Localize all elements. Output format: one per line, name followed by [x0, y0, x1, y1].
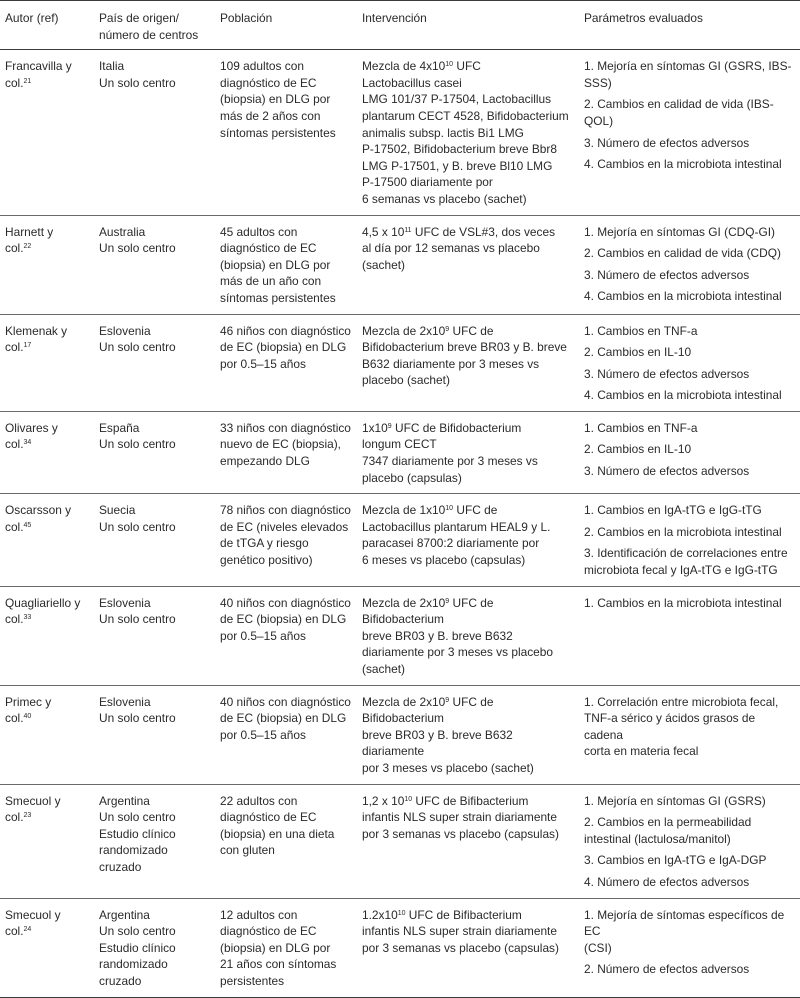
intervention-line: (sachet)	[362, 662, 405, 676]
population-line: (biopsia) en DLG por	[220, 92, 331, 107]
country-line: Eslovenia	[99, 595, 151, 610]
population-line: de EC (biopsia) en DLG	[220, 340, 347, 355]
header-population: Población	[215, 1, 357, 50]
parameter-line: 2. Cambios en la permeabilidad	[584, 815, 752, 830]
parameter-item	[584, 463, 794, 480]
author-line: col.	[5, 711, 24, 726]
country-line: Un solo centro	[99, 340, 176, 355]
exponent: 9	[445, 325, 450, 333]
table-row	[0, 50, 800, 215]
parameter-line: 4. Cambios en la microbiota intestinal	[584, 157, 782, 172]
cell-author	[0, 586, 94, 685]
parameter-line: 2. Cambios en la microbiota intestinal	[584, 524, 782, 539]
reference-number: 33	[23, 614, 32, 622]
parameter-line: 2. Cambios en calidad de vida (CDQ)	[584, 246, 781, 261]
intervention-line	[362, 694, 573, 727]
value-base: 1,2 x 10	[362, 793, 405, 808]
exponent: 9	[445, 597, 450, 605]
population-line: 21 años con síntomas	[220, 957, 337, 972]
parameter-line: 1. Mejoría en síntomas GI (GSRS, IBS-	[584, 59, 792, 74]
cell-intervention	[357, 314, 579, 411]
country-line: Argentina	[99, 793, 150, 808]
cell-country	[94, 685, 215, 784]
parameter-item	[584, 420, 794, 437]
reference-number: 21	[23, 77, 32, 85]
country-line: Un solo centro	[99, 924, 176, 939]
parameter-line: 1. Mejoría en síntomas GI (GSRS)	[584, 793, 766, 808]
parameter-item	[584, 96, 794, 129]
population-line: por 0.5–15 años	[220, 628, 306, 643]
cell-parameters	[579, 898, 800, 997]
country-line: Estudio clínico	[99, 826, 176, 841]
parameter-line: 2. Número de efectos adversos	[584, 962, 750, 977]
header-intervention: Intervención	[357, 1, 579, 50]
population-line: diagnóstico de EC	[220, 241, 317, 256]
table-row	[0, 411, 800, 493]
intervention-line	[362, 323, 573, 340]
population-line: 109 adultos con	[220, 59, 304, 74]
intervention-line: por 3 semanas vs placebo (capsulas)	[362, 826, 559, 841]
cell-parameters	[579, 784, 800, 898]
cell-intervention	[357, 898, 579, 997]
intervention-line: 7347 diariamente por 3 meses vs	[362, 454, 538, 469]
reference-number: 23	[23, 812, 32, 820]
intervention-line: Lactobacillus plantarum HEAL9 y L.	[362, 519, 551, 534]
parameter-line: 3. Número de efectos adversos	[584, 267, 750, 282]
parameter-item	[584, 852, 794, 869]
value-base: Mezcla de 4x10	[362, 59, 446, 74]
intervention-line: por 3 meses vs placebo (sachet)	[362, 760, 534, 775]
parameter-item	[584, 267, 794, 284]
country-line: Argentina	[99, 907, 150, 922]
parameter-line: 1. Cambios en IgA-tTG e IgG-tTG	[584, 503, 762, 518]
parameter-item	[584, 793, 794, 810]
country-line: Un solo centro	[99, 437, 176, 452]
cell-author	[0, 215, 94, 314]
population-line: de EC (biopsia) en DLG	[220, 612, 347, 627]
author-line: col.	[5, 75, 24, 90]
intervention-line: infantis NLS super strain diariamente	[362, 924, 557, 939]
population-line: síntomas persistentes	[220, 290, 336, 305]
value-rest: UFC de VSL#3, dos veces	[411, 224, 556, 239]
parameter-line: SSS)	[584, 75, 612, 90]
intervention-line: por 3 semanas vs placebo (capsulas)	[362, 940, 559, 955]
parameter-line: 1. Correlación entre microbiota fecal,	[584, 694, 779, 709]
population-line: diagnóstico de EC	[220, 75, 317, 90]
parameter-line: TNF-a sérico y ácidos grasos de cadena	[584, 711, 756, 742]
parameter-item	[584, 245, 794, 262]
parameter-line: 3. Cambios en IgA-tTG e IgA-DGP	[584, 853, 767, 868]
table-row	[0, 685, 800, 784]
parameter-item	[584, 387, 794, 404]
exponent: 10	[445, 505, 454, 513]
population-line: por 0.5–15 años	[220, 356, 306, 371]
country-line: Un solo centro	[99, 612, 176, 627]
parameter-line: 1. Cambios en la microbiota intestinal	[584, 595, 782, 610]
parameter-line: 2. Cambios en IL-10	[584, 442, 692, 457]
header-author: Autor (ref)	[0, 1, 94, 50]
exponent: 10	[404, 795, 413, 803]
parameter-line: 1. Mejoría en síntomas GI (CDQ-GI)	[584, 224, 775, 239]
exponent: 9	[445, 696, 450, 704]
cell-intervention	[357, 50, 579, 215]
intervention-line: P-17502, Bifidobacterium breve Bbr8	[362, 142, 557, 157]
intervention-line: placebo (capsulas)	[362, 470, 462, 485]
population-line: más de un año con	[220, 274, 322, 289]
population-line: persistentes	[220, 973, 285, 988]
parameter-line: 4. Número de efectos adversos	[584, 874, 750, 889]
cell-country	[94, 314, 215, 411]
parameter-item	[584, 366, 794, 383]
intervention-line: LMG 101/37 P-17504, Lactobacillus	[362, 92, 552, 107]
value-base: Mezcla de 2x10	[362, 595, 446, 610]
intervention-line: 6 meses vs placebo (capsulas)	[362, 553, 526, 568]
author-line: col.	[5, 612, 24, 627]
table-row	[0, 314, 800, 411]
intervention-line: 6 semanas vs placebo (sachet)	[362, 191, 527, 206]
reference-number: 40	[23, 713, 32, 721]
country-line: Un solo centro	[99, 241, 176, 256]
parameter-line: 3. Número de efectos adversos	[584, 135, 750, 150]
intervention-line: breve BR03 y B. breve B632	[362, 628, 513, 643]
cell-parameters	[579, 314, 800, 411]
value-rest: UFC de Bifidobacterium	[362, 595, 494, 627]
population-line: más de 2 años con	[220, 108, 321, 123]
header-country: País de origen/ número de centros	[94, 1, 215, 50]
country-line: Un solo centro	[99, 810, 176, 825]
cell-intervention	[357, 494, 579, 586]
population-line: de EC (biopsia) en DLG	[220, 711, 347, 726]
population-line: empezando DLG	[220, 454, 310, 469]
value-rest: UFC de	[449, 323, 494, 338]
population-line: 40 niños con diagnóstico	[220, 595, 351, 610]
parameter-item	[584, 694, 794, 760]
country-line: randomizado	[99, 843, 168, 858]
population-line: diagnóstico de EC	[220, 924, 317, 939]
population-line: (biopsia) en una dieta	[220, 826, 335, 841]
population-line: 22 adultos con	[220, 793, 298, 808]
intervention-line	[362, 58, 573, 75]
author-line: Primec y	[5, 694, 52, 709]
country-line: cruzado	[99, 859, 142, 874]
intervention-line: Lactobacillus casei	[362, 75, 462, 90]
population-line: 33 niños con diagnóstico	[220, 420, 351, 435]
intervention-line: B632 diariamente por 3 meses vs	[362, 356, 540, 371]
cell-population	[215, 50, 357, 215]
parameter-item	[584, 135, 794, 152]
value-rest: UFC de Bifidobacterium	[362, 694, 494, 726]
intervention-line	[362, 793, 573, 810]
cell-author	[0, 784, 94, 898]
parameter-item	[584, 814, 794, 847]
cell-parameters	[579, 50, 800, 215]
population-line: diagnóstico de EC	[220, 810, 317, 825]
cell-population	[215, 494, 357, 586]
cell-parameters	[579, 494, 800, 586]
author-line: col.	[5, 241, 24, 256]
parameter-line: 4. Cambios en la microbiota intestinal	[584, 289, 782, 304]
population-line: 46 niños con diagnóstico	[220, 323, 351, 338]
country-line: Eslovenia	[99, 323, 151, 338]
cell-country	[94, 784, 215, 898]
parameter-item	[584, 874, 794, 891]
author-line: Smecuol y	[5, 907, 61, 922]
table-body	[0, 50, 800, 997]
author-line: col.	[5, 340, 24, 355]
population-line: genético positivo)	[220, 553, 313, 568]
parameter-item	[584, 524, 794, 541]
parameter-item	[584, 288, 794, 305]
author-line: col.	[5, 519, 24, 534]
parameter-line: 4. Cambios en la microbiota intestinal	[584, 388, 782, 403]
parameter-line: 1. Cambios en TNF-a	[584, 323, 698, 338]
cell-author	[0, 494, 94, 586]
intervention-line: longum CECT	[362, 437, 437, 452]
parameter-item	[584, 907, 794, 957]
value-rest: UFC de Bifidobacterium	[391, 420, 522, 435]
reference-number: 24	[23, 926, 32, 934]
author-line: Olivares y	[5, 420, 58, 435]
cell-intervention	[357, 215, 579, 314]
exponent: 10	[445, 61, 454, 69]
table-row	[0, 898, 800, 997]
country-line: Un solo centro	[99, 75, 176, 90]
value-base: Mezcla de 2x10	[362, 323, 446, 338]
parameter-item	[584, 323, 794, 340]
country-line: Un solo centro	[99, 711, 176, 726]
country-line: Suecia	[99, 503, 136, 518]
cell-parameters	[579, 685, 800, 784]
cell-population	[215, 411, 357, 493]
author-line: Klemenak y	[5, 323, 68, 338]
cell-author	[0, 314, 94, 411]
parameter-line: 2. Cambios en IL-10	[584, 345, 692, 360]
cell-country	[94, 494, 215, 586]
cell-parameters	[579, 215, 800, 314]
table-row	[0, 784, 800, 898]
parameter-line: (CSI)	[584, 940, 612, 955]
value-rest: UFC de Bifibacterium	[405, 907, 522, 922]
parameter-line: 1. Cambios en TNF-a	[584, 420, 698, 435]
cell-country	[94, 586, 215, 685]
table-row	[0, 586, 800, 685]
parameter-line: microbiota fecal y IgA-tTG e IgG-tTG	[584, 563, 778, 578]
country-line: España	[99, 420, 140, 435]
cell-author	[0, 898, 94, 997]
cell-author	[0, 411, 94, 493]
intervention-line: Bifidobacterium breve BR03 y B. breve	[362, 340, 567, 355]
intervention-line	[362, 595, 573, 628]
cell-intervention	[357, 586, 579, 685]
population-line: 45 adultos con	[220, 224, 298, 239]
parameter-item	[584, 441, 794, 458]
author-line: col.	[5, 924, 24, 939]
intervention-line: paracasei 8700:2 diariamente por	[362, 536, 540, 551]
country-line: randomizado	[99, 957, 168, 972]
author-line: col.	[5, 810, 24, 825]
parameter-item	[584, 595, 794, 612]
header-row	[0, 1, 800, 50]
value-base: Mezcla de 2x10	[362, 694, 446, 709]
author-line: Harnett y	[5, 224, 54, 239]
parameter-line: 1. Mejoría de síntomas específicos de EC	[584, 907, 785, 939]
cell-population	[215, 215, 357, 314]
population-line: 12 adultos con	[220, 907, 298, 922]
cell-intervention	[357, 411, 579, 493]
population-line: nuevo de EC (biopsia),	[220, 437, 341, 452]
population-line: 40 niños con diagnóstico	[220, 694, 351, 709]
cell-population	[215, 586, 357, 685]
value-base: 1.2x10	[362, 907, 398, 922]
cell-population	[215, 898, 357, 997]
table-row	[0, 215, 800, 314]
table-header	[0, 1, 800, 50]
parameter-item	[584, 961, 794, 978]
parameter-line: 3. Identificación de correlaciones entre	[584, 546, 788, 561]
parameter-item	[584, 156, 794, 173]
intervention-line: P-17500 diariamente por	[362, 175, 493, 190]
parameter-item	[584, 224, 794, 241]
author-line: col.	[5, 437, 24, 452]
intervention-line: plantarum CECT 4528, Bifidobacterium	[362, 108, 569, 123]
parameter-line: 3. Número de efectos adversos	[584, 464, 750, 479]
reference-number: 34	[23, 439, 32, 447]
parameter-item	[584, 58, 794, 91]
reference-number: 22	[23, 243, 32, 251]
population-line: por 0.5–15 años	[220, 727, 306, 742]
intervention-line	[362, 224, 573, 241]
cell-country	[94, 898, 215, 997]
parameter-line: corta en materia fecal	[584, 744, 699, 759]
cell-country	[94, 215, 215, 314]
intervention-line	[362, 907, 573, 924]
intervention-line: animalis subsp. lactis Bi1 LMG	[362, 125, 524, 140]
cell-country	[94, 50, 215, 215]
country-line: Australia	[99, 224, 146, 239]
cell-author	[0, 685, 94, 784]
intervention-line	[362, 420, 573, 437]
population-line: de tTGA y riesgo	[220, 536, 309, 551]
value-rest: UFC de	[453, 503, 498, 518]
intervention-line: diariamente por 3 meses vs placebo	[362, 645, 554, 660]
parameter-item	[584, 344, 794, 361]
parameter-item	[584, 502, 794, 519]
value-rest: UFC de Bifibacterium	[412, 793, 529, 808]
cell-intervention	[357, 685, 579, 784]
parameter-line: 2. Cambios en calidad de vida (IBS-QOL)	[584, 97, 774, 128]
country-line: cruzado	[99, 973, 142, 988]
value-base: 4,5 x 10	[362, 224, 405, 239]
reference-number: 17	[23, 342, 32, 350]
value-rest: UFC	[453, 59, 481, 74]
parameter-item	[584, 545, 794, 578]
country-line: Un solo centro	[99, 519, 176, 534]
author-line: Quagliariello y	[5, 595, 81, 610]
country-line: Eslovenia	[99, 694, 151, 709]
population-line: 78 niños con diagnóstico	[220, 503, 351, 518]
population-line: con gluten	[220, 843, 275, 858]
cell-population	[215, 784, 357, 898]
cell-author	[0, 50, 94, 215]
cell-population	[215, 314, 357, 411]
intervention-line: infantis NLS super strain diariamente	[362, 810, 557, 825]
value-base: 1x10	[362, 420, 388, 435]
parameter-line: intestinal (lactulosa/manitol)	[584, 831, 731, 846]
author-line: Oscarsson y	[5, 503, 72, 518]
exponent: 9	[387, 422, 392, 430]
table-row	[0, 494, 800, 586]
intervention-line: placebo (sachet)	[362, 373, 450, 388]
cell-country	[94, 411, 215, 493]
value-base: Mezcla de 1x10	[362, 503, 446, 518]
cell-parameters	[579, 586, 800, 685]
header-parameters: Parámetros evaluados	[579, 1, 800, 50]
country-line: Estudio clínico	[99, 940, 176, 955]
population-line: (biopsia) en DLG por	[220, 940, 331, 955]
cell-parameters	[579, 411, 800, 493]
intervention-line	[362, 502, 573, 519]
intervention-line: breve BR03 y B. breve B632 diariamente	[362, 727, 513, 759]
population-line: síntomas persistentes	[220, 125, 336, 140]
intervention-line: al día por 12 semanas vs placebo	[362, 241, 540, 256]
country-line: Italia	[99, 59, 125, 74]
exponent: 10	[397, 909, 406, 917]
exponent: 11	[404, 226, 412, 234]
intervention-line: LMG P-17501, y B. breve Bl10 LMG	[362, 158, 553, 173]
cell-intervention	[357, 784, 579, 898]
author-line: Smecuol y	[5, 793, 61, 808]
population-line: (biopsia) en DLG por	[220, 257, 331, 272]
author-line: Francavilla y	[5, 59, 72, 74]
population-line: de EC (niveles elevados	[220, 519, 349, 534]
intervention-line: (sachet)	[362, 257, 405, 272]
parameter-line: 3. Número de efectos adversos	[584, 366, 750, 381]
reference-number: 45	[23, 521, 32, 529]
cell-population	[215, 685, 357, 784]
